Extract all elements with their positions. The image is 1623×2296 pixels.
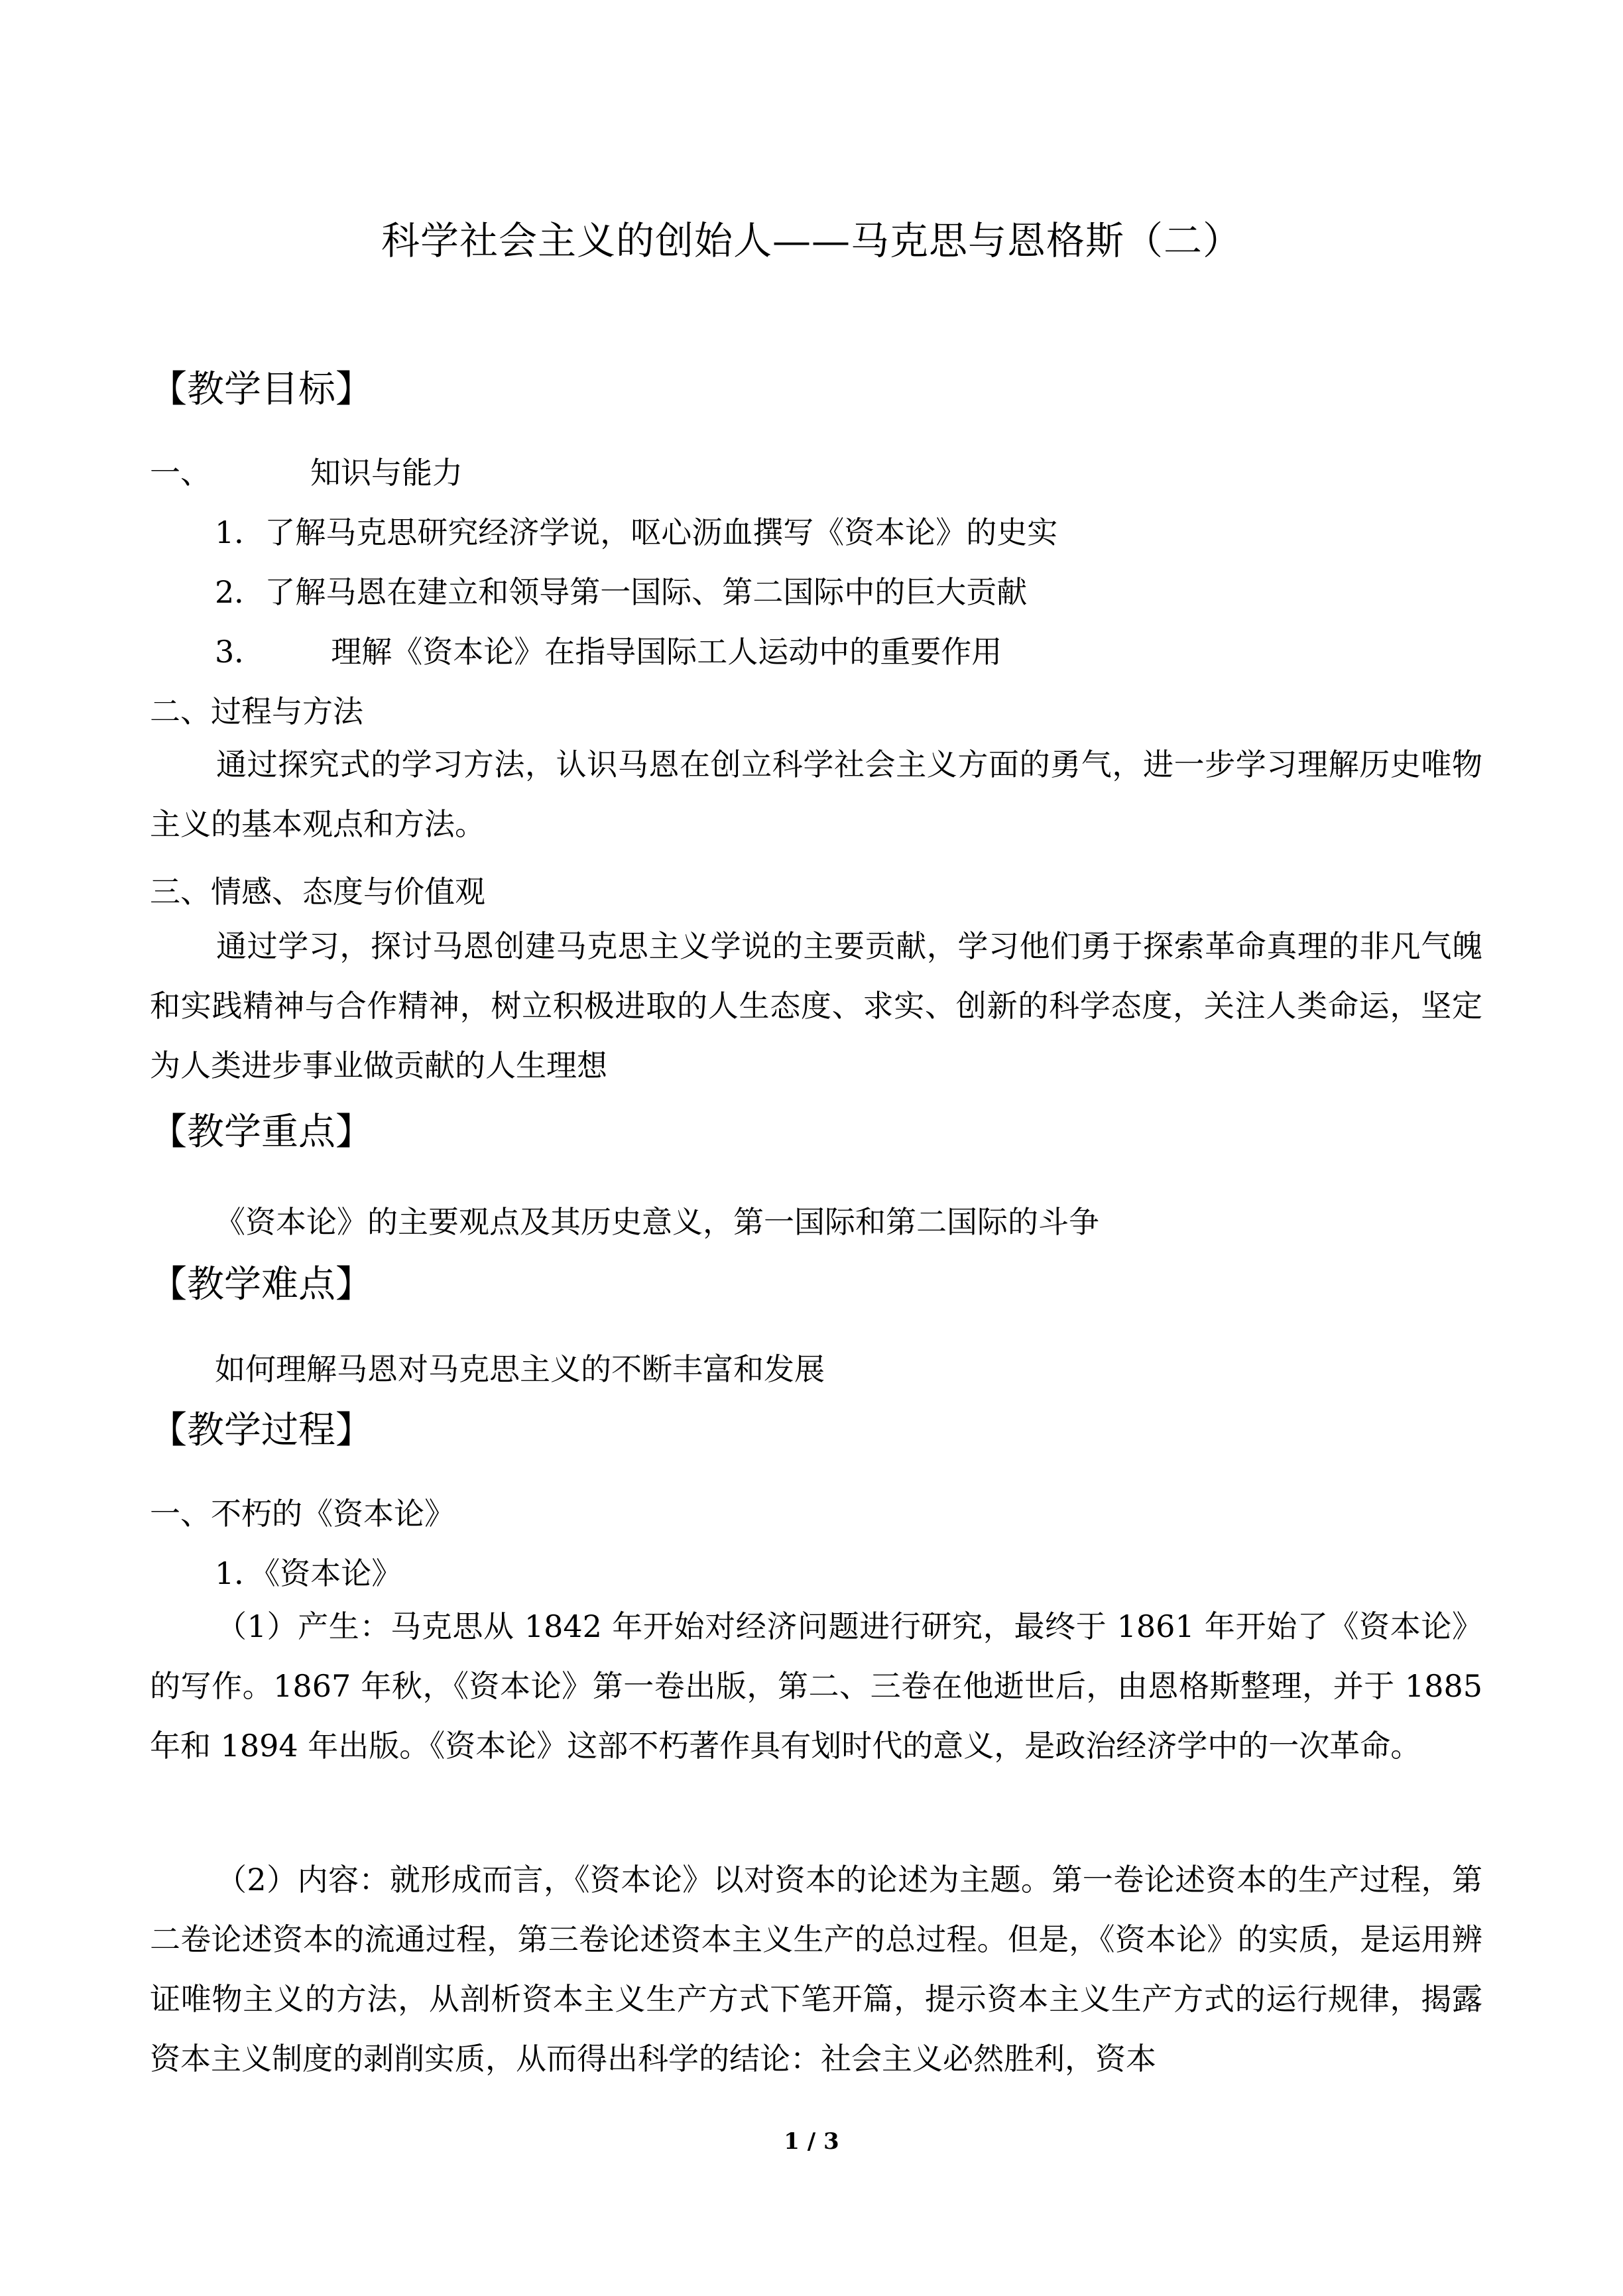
process-part-1: 一、不朽的《资本论》 [150,1496,455,1532]
objective-one-marker: 一、 [150,455,211,491]
objective-item-3-text: 理解《资本论》在指导国际工人运动中的重要作用 [331,634,1002,670]
section-heading-key-points: 【教学重点】 [150,1111,373,1154]
section-heading-objectives: 【教学目标】 [150,368,373,411]
objective-two-paragraph: 通过探究式的学习方法，认识马恩在创立科学社会主义方面的勇气，进一步学习理解历史唯物主义的基本观点和方法。 [150,747,1482,842]
objective-three: 三、情感、态度与价值观 [150,874,485,910]
objective-one-label: 知识与能力 [310,455,463,491]
objective-two: 二、过程与方法 [150,694,363,729]
process-sub-1: 1．《资本论》 [215,1555,402,1591]
section-heading-difficulties: 【教学难点】 [150,1263,373,1306]
document-title: 科学社会主义的创始人——马克思与恩格斯（二） [381,218,1242,263]
objective-item-3 [215,629,1002,675]
page-number: 1 / 3 [784,2128,839,2155]
difficulties-text: 如何理解马恩对马克思主义的不断丰富和发展 [215,1351,825,1387]
objective-item: 1．了解马克思研究经济学说，呕心沥血撰写《资本论》的史实 [215,514,1058,550]
objective-three-paragraph: 通过学习，探讨马恩创建马克思主义学说的主要贡献，学习他们勇于探索革命真理的非凡气魄和实践精神与合作精神，树立积极进取的人生态度、求实、创新的科学态度，关注人类命运，坚定为人类进步事业做贡献的人生理想 [150,928,1482,1083]
objective-item: 2．了解马恩在建立和领导第一国际、第二国际中的巨大贡献 [215,574,1028,610]
process-paragraph-2: （2）内容：就形成而言，《资本论》以对资本的论述为主题。第一卷论述资本的生产过程，第二卷论述资本的流通过程，第三卷论述资本主义生产的总过程。但是，《资本论》的实质，是运用辨证唯物主义的方法，从剖析资本主义生产方式下笔开篇，提示资本主义生产方式的运行规律，揭露资本主义制度的剥削实质，从而得出科学的结论：社会主义必然胜利，资本 [150,1862,1482,2077]
key-points-text: 《资本论》的主要观点及其历史意义，第一国际和第二国际的斗争 [215,1204,1099,1240]
objective-one [150,450,463,496]
section-heading-process: 【教学过程】 [150,1409,373,1452]
objective-item-3-marker: 3． [215,634,265,670]
process-paragraph-1: （1）产生：马克思从 1842 年开始对经济问题进行研究，最终于 1861 年开始了《资本论》的写作。1867 年秋，《资本论》第一卷出版，第二、三卷在他逝世后，由恩格斯整理，并于 1885 年和 1894 年出版。《资本论》这部不朽著作具有划时代的意义，是政治经济学中的一次革命。 [150,1608,1482,1764]
